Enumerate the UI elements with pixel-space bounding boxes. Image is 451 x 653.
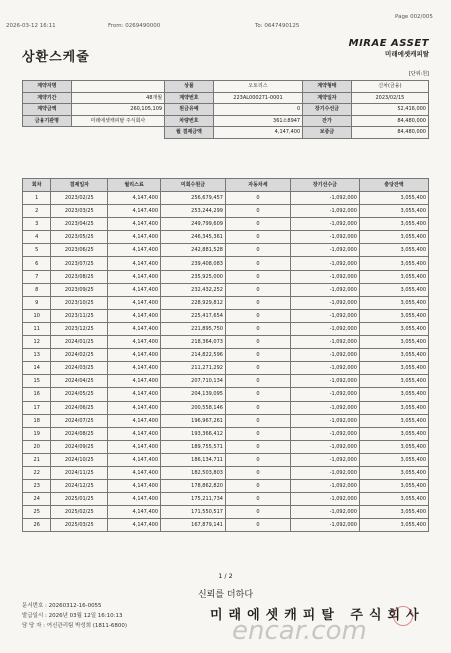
table-cell: 2024/03/25: [51, 362, 108, 375]
info-value: 48개월: [71, 92, 164, 104]
table-cell: 242,881,528: [161, 244, 226, 257]
page-number: 1 / 2: [218, 572, 233, 580]
table-cell: 0: [225, 453, 290, 466]
info-label: 원금유예: [165, 104, 214, 116]
contract-info-table: [22, 80, 429, 139]
table-cell: -1,092,000: [290, 375, 359, 388]
table-cell: 2023/05/25: [51, 231, 108, 244]
table-cell: 9: [23, 296, 51, 309]
watermark: encar.com: [232, 616, 367, 646]
table-cell: 2024/01/25: [51, 336, 108, 349]
table-cell: 0: [225, 257, 290, 270]
table-cell: 11: [23, 322, 51, 335]
fax-timestamp: 2026-03-12 16:11: [6, 23, 56, 29]
table-cell: 239,408,083: [161, 257, 226, 270]
table-cell: 2025/03/25: [51, 519, 108, 532]
table-cell: 0: [225, 440, 290, 453]
unit-label: [단위:원]: [408, 71, 429, 77]
info-label: 월 결제금액: [165, 127, 214, 139]
table-cell: 1: [23, 192, 51, 205]
table-cell: 178,862,820: [161, 480, 226, 493]
table-cell: -1,092,000: [290, 414, 359, 427]
info-row: [23, 81, 429, 93]
info-label: 보증금: [303, 127, 352, 139]
table-cell: 2023/11/25: [51, 309, 108, 322]
table-row: [23, 322, 429, 335]
table-cell: 4,147,400: [108, 205, 161, 218]
table-cell: 2: [23, 205, 51, 218]
table-cell: 2024/11/25: [51, 466, 108, 479]
table-cell: 175,211,734: [161, 493, 226, 506]
table-cell: 3,055,400: [359, 231, 428, 244]
info-label: [23, 127, 72, 139]
table-cell: 4,147,400: [108, 257, 161, 270]
info-row: [23, 115, 429, 127]
table-cell: 228,929,812: [161, 296, 226, 309]
table-cell: 0: [225, 309, 290, 322]
table-cell: -1,092,000: [290, 205, 359, 218]
table-cell: 18: [23, 414, 51, 427]
table-cell: 6: [23, 257, 51, 270]
table-cell: 2024/07/25: [51, 414, 108, 427]
table-row: [23, 362, 429, 375]
fax-page: Page 002/005: [395, 14, 433, 20]
table-cell: -1,092,000: [290, 218, 359, 231]
column-header: 장기선수금: [290, 179, 359, 192]
table-cell: 3,055,400: [359, 270, 428, 283]
table-cell: 4,147,400: [108, 218, 161, 231]
table-cell: 4,147,400: [108, 362, 161, 375]
info-value: 0: [213, 104, 302, 116]
table-cell: 2023/06/25: [51, 244, 108, 257]
table-cell: -1,092,000: [290, 322, 359, 335]
table-row: [23, 218, 429, 231]
table-cell: 207,710,134: [161, 375, 226, 388]
table-cell: 0: [225, 322, 290, 335]
table-cell: 196,967,261: [161, 414, 226, 427]
table-cell: 2024/08/25: [51, 427, 108, 440]
company-seal-icon: [393, 606, 413, 626]
info-value: 오토리스: [213, 81, 302, 93]
table-row: [23, 427, 429, 440]
table-cell: 167,879,141: [161, 519, 226, 532]
table-row: [23, 336, 429, 349]
table-cell: 200,558,146: [161, 401, 226, 414]
table-cell: 214,822,596: [161, 349, 226, 362]
table-cell: 0: [225, 493, 290, 506]
table-cell: 0: [225, 270, 290, 283]
info-value: 84,480,000: [351, 115, 428, 127]
table-cell: 4,147,400: [108, 466, 161, 479]
table-cell: 4,147,400: [108, 296, 161, 309]
info-label: 금융기관명: [23, 115, 72, 127]
info-label: 계약번호: [165, 92, 214, 104]
table-cell: 0: [225, 218, 290, 231]
info-label: 차량번호: [165, 115, 214, 127]
table-cell: 0: [225, 388, 290, 401]
table-cell: 204,139,095: [161, 388, 226, 401]
table-row: [23, 453, 429, 466]
table-cell: 19: [23, 427, 51, 440]
company-logo: [349, 38, 429, 58]
column-header: 충당잔액: [359, 179, 428, 192]
column-header: 결제일자: [51, 179, 108, 192]
table-cell: -1,092,000: [290, 427, 359, 440]
info-value: 신차(금융): [351, 81, 428, 93]
table-cell: -1,092,000: [290, 270, 359, 283]
table-cell: 0: [225, 427, 290, 440]
table-cell: 2024/04/25: [51, 375, 108, 388]
table-cell: 3,055,400: [359, 401, 428, 414]
info-value: 4,147,400: [213, 127, 302, 139]
table-cell: 2024/12/25: [51, 480, 108, 493]
table-cell: 0: [225, 205, 290, 218]
table-cell: -1,092,000: [290, 401, 359, 414]
table-cell: 8: [23, 283, 51, 296]
table-cell: 2023/10/25: [51, 296, 108, 309]
column-header: 미회수원금: [161, 179, 226, 192]
table-row: [23, 519, 429, 532]
table-cell: 2024/05/25: [51, 388, 108, 401]
table-row: [23, 480, 429, 493]
table-cell: 4,147,400: [108, 231, 161, 244]
table-cell: 3,055,400: [359, 218, 428, 231]
table-cell: 232,432,252: [161, 283, 226, 296]
table-cell: 4,147,400: [108, 283, 161, 296]
table-cell: -1,092,000: [290, 349, 359, 362]
table-cell: 189,755,571: [161, 440, 226, 453]
table-cell: 25: [23, 506, 51, 519]
table-cell: 3,055,400: [359, 322, 428, 335]
table-cell: 4: [23, 231, 51, 244]
table-cell: 0: [225, 401, 290, 414]
table-cell: 23: [23, 480, 51, 493]
table-row: [23, 257, 429, 270]
table-cell: 2024/06/25: [51, 401, 108, 414]
table-row: [23, 506, 429, 519]
table-cell: 2023/08/25: [51, 270, 108, 283]
table-cell: 3,055,400: [359, 257, 428, 270]
table-cell: 0: [225, 506, 290, 519]
table-cell: -1,092,000: [290, 283, 359, 296]
table-row: [23, 270, 429, 283]
table-cell: 0: [225, 362, 290, 375]
table-cell: 225,417,654: [161, 309, 226, 322]
table-cell: 4,147,400: [108, 244, 161, 257]
table-cell: -1,092,000: [290, 519, 359, 532]
info-value: 223AL000271-0001: [213, 92, 302, 104]
table-cell: 10: [23, 309, 51, 322]
table-cell: 4,147,400: [108, 493, 161, 506]
table-cell: 3,055,400: [359, 493, 428, 506]
table-row: [23, 493, 429, 506]
info-value: 260,105,109: [71, 104, 164, 116]
column-header: 자동차세: [225, 179, 290, 192]
info-value: [71, 127, 164, 139]
table-cell: 0: [225, 414, 290, 427]
table-cell: 2023/04/25: [51, 218, 108, 231]
info-label: 상품: [165, 81, 214, 93]
table-cell: 4,147,400: [108, 375, 161, 388]
table-cell: 12: [23, 336, 51, 349]
table-cell: 3,055,400: [359, 349, 428, 362]
table-cell: 2025/02/25: [51, 506, 108, 519]
table-row: [23, 283, 429, 296]
table-cell: -1,092,000: [290, 309, 359, 322]
table-cell: 13: [23, 349, 51, 362]
table-cell: 4,147,400: [108, 388, 161, 401]
table-cell: 2025/01/25: [51, 493, 108, 506]
table-cell: -1,092,000: [290, 440, 359, 453]
table-cell: 2023/02/25: [51, 192, 108, 205]
info-value: [71, 81, 164, 93]
table-cell: 253,244,299: [161, 205, 226, 218]
table-cell: -1,092,000: [290, 466, 359, 479]
contact-person: 담 당 자 : 여신관리팀 박성희 (1811-6800): [22, 623, 128, 629]
table-cell: 3,055,400: [359, 506, 428, 519]
table-cell: 3,055,400: [359, 336, 428, 349]
table-cell: 0: [225, 296, 290, 309]
table-cell: 4,147,400: [108, 453, 161, 466]
table-row: [23, 205, 429, 218]
table-cell: 14: [23, 362, 51, 375]
table-cell: 3,055,400: [359, 427, 428, 440]
table-cell: -1,092,000: [290, 336, 359, 349]
table-cell: 0: [225, 231, 290, 244]
issue-datetime: 발급일시 : 2026년 03월 12일 16:10:13: [22, 613, 123, 619]
table-row: [23, 349, 429, 362]
table-cell: 4,147,400: [108, 440, 161, 453]
table-cell: 4,147,400: [108, 506, 161, 519]
table-row: [23, 401, 429, 414]
info-value: 361소8947: [213, 115, 302, 127]
info-label: 잔가: [303, 115, 352, 127]
table-cell: 211,271,292: [161, 362, 226, 375]
table-cell: 4,147,400: [108, 480, 161, 493]
table-cell: 171,550,517: [161, 506, 226, 519]
table-cell: -1,092,000: [290, 257, 359, 270]
table-cell: 15: [23, 375, 51, 388]
table-cell: 221,895,750: [161, 322, 226, 335]
table-cell: 17: [23, 401, 51, 414]
info-value: 84,480,000: [351, 127, 428, 139]
table-cell: 3,055,400: [359, 205, 428, 218]
table-cell: -1,092,000: [290, 493, 359, 506]
table-row: [23, 192, 429, 205]
table-cell: 3,055,400: [359, 375, 428, 388]
table-cell: 0: [225, 192, 290, 205]
company-signature: 미래에셋캐피탈 주식회사: [210, 608, 425, 623]
table-cell: 0: [225, 244, 290, 257]
logo-english: MIRAE ASSET: [348, 38, 429, 49]
table-cell: 218,364,073: [161, 336, 226, 349]
table-cell: 2024/10/25: [51, 453, 108, 466]
table-cell: -1,092,000: [290, 231, 359, 244]
info-row: [23, 104, 429, 116]
column-header: 월리스료: [108, 179, 161, 192]
table-cell: -1,092,000: [290, 296, 359, 309]
table-cell: 2023/07/25: [51, 257, 108, 270]
table-cell: 3: [23, 218, 51, 231]
table-cell: 3,055,400: [359, 453, 428, 466]
table-cell: 4,147,400: [108, 322, 161, 335]
slogan: 신뢰를 더하다: [197, 590, 254, 600]
info-row: [23, 127, 429, 139]
payment-schedule-table: [22, 178, 429, 532]
table-cell: 3,055,400: [359, 440, 428, 453]
table-cell: 0: [225, 283, 290, 296]
info-label: 계약자명: [23, 81, 72, 93]
table-cell: 235,925,000: [161, 270, 226, 283]
table-row: [23, 388, 429, 401]
table-cell: 3,055,400: [359, 519, 428, 532]
table-cell: 2024/02/25: [51, 349, 108, 362]
page-title: 상환스케줄: [22, 50, 90, 65]
table-cell: 0: [225, 349, 290, 362]
table-row: [23, 440, 429, 453]
info-value: 미래에셋캐피탈 주식회사: [71, 115, 164, 127]
table-cell: -1,092,000: [290, 192, 359, 205]
table-cell: 4,147,400: [108, 427, 161, 440]
table-row: [23, 414, 429, 427]
table-cell: 20: [23, 440, 51, 453]
table-cell: -1,092,000: [290, 244, 359, 257]
table-cell: 0: [225, 466, 290, 479]
table-cell: 3,055,400: [359, 192, 428, 205]
doc-number: 문서번호 : 20260312-16-0055: [22, 603, 102, 609]
table-cell: 3,055,400: [359, 466, 428, 479]
table-row: [23, 231, 429, 244]
table-cell: -1,092,000: [290, 388, 359, 401]
table-cell: 4,147,400: [108, 309, 161, 322]
table-cell: 186,134,711: [161, 453, 226, 466]
table-cell: 3,055,400: [359, 296, 428, 309]
table-cell: 0: [225, 480, 290, 493]
table-cell: -1,092,000: [290, 362, 359, 375]
table-cell: 4,147,400: [108, 401, 161, 414]
table-cell: -1,092,000: [290, 506, 359, 519]
table-cell: -1,092,000: [290, 453, 359, 466]
table-cell: 2023/12/25: [51, 322, 108, 335]
table-cell: 256,679,457: [161, 192, 226, 205]
info-row: [23, 92, 429, 104]
logo-korean: 미래에셋캐피탈: [385, 50, 429, 58]
table-cell: 4,147,400: [108, 519, 161, 532]
table-cell: 0: [225, 519, 290, 532]
table-cell: 3,055,400: [359, 388, 428, 401]
table-cell: 26: [23, 519, 51, 532]
table-cell: 193,366,412: [161, 427, 226, 440]
info-label: 장기수선금: [303, 104, 352, 116]
table-row: [23, 296, 429, 309]
table-cell: -1,092,000: [290, 480, 359, 493]
info-value: 2023/02/15: [351, 92, 428, 104]
table-cell: 3,055,400: [359, 283, 428, 296]
table-cell: 3,055,400: [359, 309, 428, 322]
info-label: 계약금액: [23, 104, 72, 116]
table-cell: 5: [23, 244, 51, 257]
table-cell: 4,147,400: [108, 192, 161, 205]
table-cell: 2023/09/25: [51, 283, 108, 296]
table-cell: 249,799,609: [161, 218, 226, 231]
column-header: 회차: [23, 179, 51, 192]
table-cell: 182,503,803: [161, 466, 226, 479]
table-cell: 7: [23, 270, 51, 283]
table-cell: 4,147,400: [108, 336, 161, 349]
table-cell: 21: [23, 453, 51, 466]
table-cell: 3,055,400: [359, 480, 428, 493]
fax-from: From: 0269490000: [108, 23, 161, 29]
table-row: [23, 466, 429, 479]
table-cell: 22: [23, 466, 51, 479]
table-cell: 4,147,400: [108, 270, 161, 283]
table-cell: 16: [23, 388, 51, 401]
table-row: [23, 244, 429, 257]
info-label: 계약기간: [23, 92, 72, 104]
info-label: 계약형태: [303, 81, 352, 93]
table-cell: 3,055,400: [359, 362, 428, 375]
table-cell: 4,147,400: [108, 414, 161, 427]
table-row: [23, 309, 429, 322]
table-cell: 0: [225, 375, 290, 388]
table-cell: 3,055,400: [359, 414, 428, 427]
table-cell: 24: [23, 493, 51, 506]
table-cell: 246,345,361: [161, 231, 226, 244]
table-cell: 2024/09/25: [51, 440, 108, 453]
table-cell: 0: [225, 336, 290, 349]
table-row: [23, 375, 429, 388]
fax-to: To: 0647490125: [255, 23, 300, 29]
table-cell: 2023/03/25: [51, 205, 108, 218]
info-value: 52,416,000: [351, 104, 428, 116]
table-cell: 3,055,400: [359, 244, 428, 257]
table-cell: 4,147,400: [108, 349, 161, 362]
info-label: 계약일자: [303, 92, 352, 104]
